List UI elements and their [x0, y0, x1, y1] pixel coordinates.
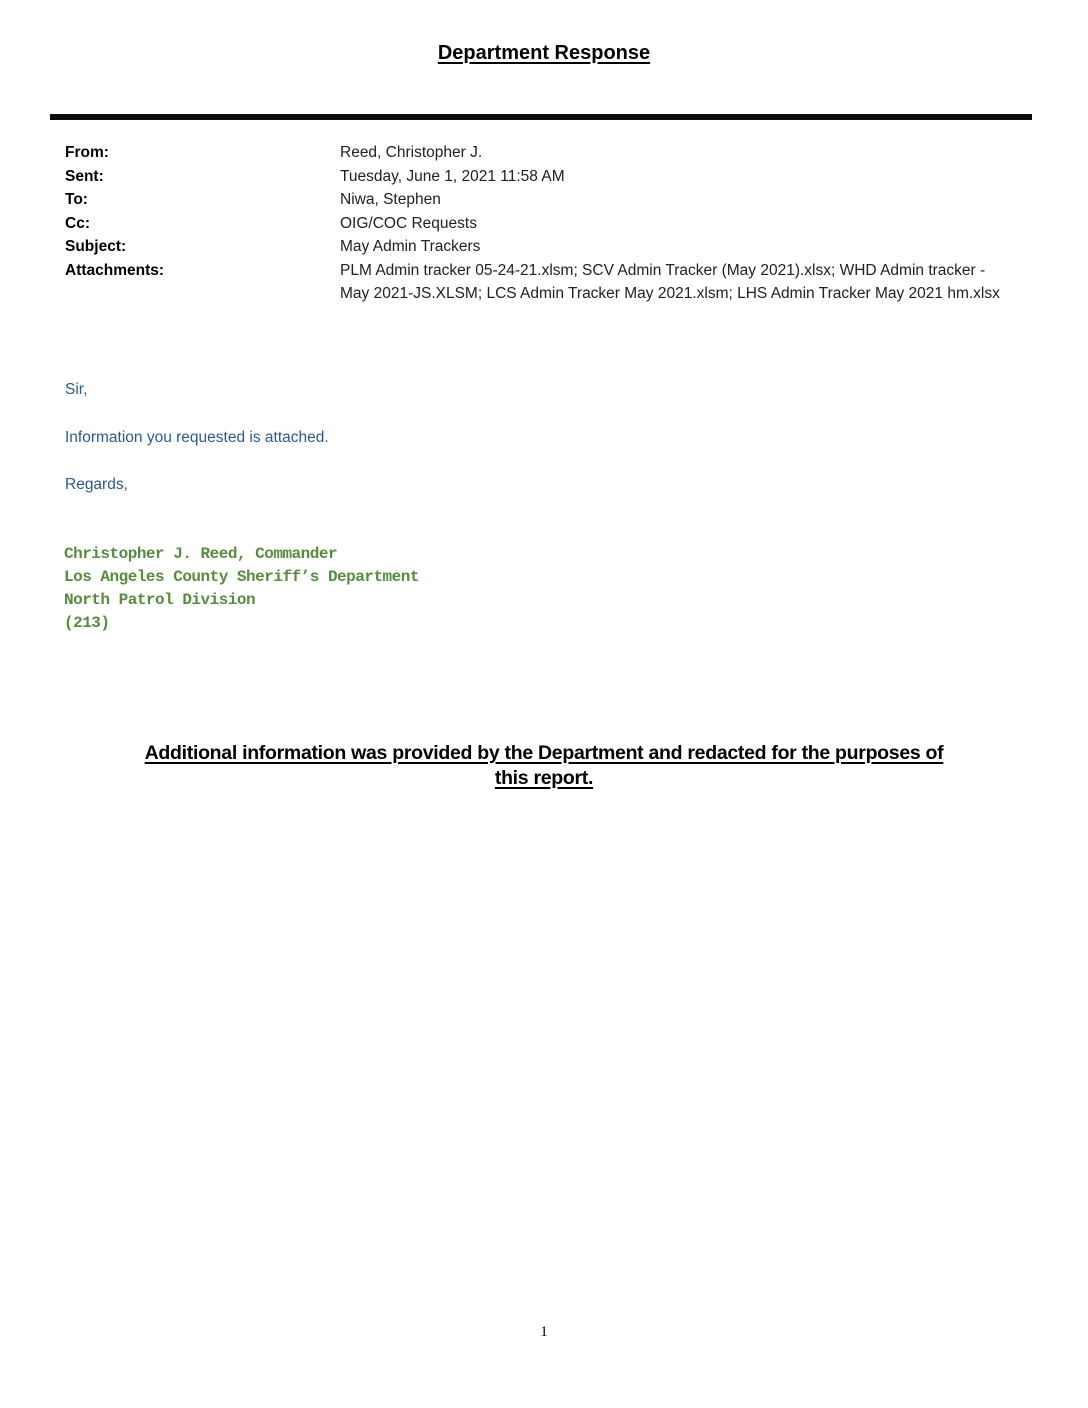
signature-division-line: North Patrol Division	[64, 591, 256, 609]
sent-label: Sent:	[65, 167, 104, 185]
attachments-value: PLM Admin tracker 05-24-21.xlsm; SCV Admin Tracker (May 2021).xlsx; WHD Admin tracker -May 2021-JS.XLSM; LCS Admin Tracker May 2021.xlsm; LHS Admin Tracker May 2021 hm.xlsx	[340, 261, 1000, 302]
signature-department-line: Los Angeles County Sheriff’s Department	[64, 568, 419, 586]
email-header-row-attachments	[65, 259, 1025, 306]
attachments-label: Attachments:	[65, 261, 165, 279]
signature-phone-line: (213)	[64, 614, 110, 632]
cc-label: Cc:	[65, 214, 90, 232]
to-value: Niwa, Stephen	[340, 191, 441, 208]
from-value: Reed, Christopher J.	[340, 144, 483, 161]
email-header-block	[65, 141, 1025, 306]
email-body	[65, 378, 765, 521]
from-label: From:	[65, 144, 109, 161]
subject-label: Subject:	[65, 238, 127, 255]
email-signature	[64, 543, 419, 635]
message-text: Information you requested is attached.	[65, 428, 329, 446]
redaction-note: Additional information was provided by the Department and redacted for the purposes of this report.	[144, 742, 944, 789]
email-header-row-subject	[65, 235, 1025, 259]
page-number: 1	[540, 1324, 548, 1340]
email-header-row-cc	[65, 212, 1025, 236]
email-header-row-to	[65, 188, 1025, 212]
sent-value: Tuesday, June 1, 2021 11:58 AM	[340, 167, 565, 185]
cc-value: OIG/COC Requests	[340, 214, 477, 232]
email-header-row-from	[65, 141, 1025, 165]
closing-text: Regards,	[65, 476, 128, 493]
email-header-row-sent	[65, 165, 1025, 189]
subject-value: May Admin Trackers	[340, 238, 481, 255]
section-divider	[50, 114, 1032, 120]
signature-name-line: Christopher J. Reed, Commander	[64, 545, 338, 563]
salutation-text: Sir,	[65, 381, 88, 398]
page-title: Department Response	[437, 42, 651, 64]
to-label: To:	[65, 191, 88, 208]
